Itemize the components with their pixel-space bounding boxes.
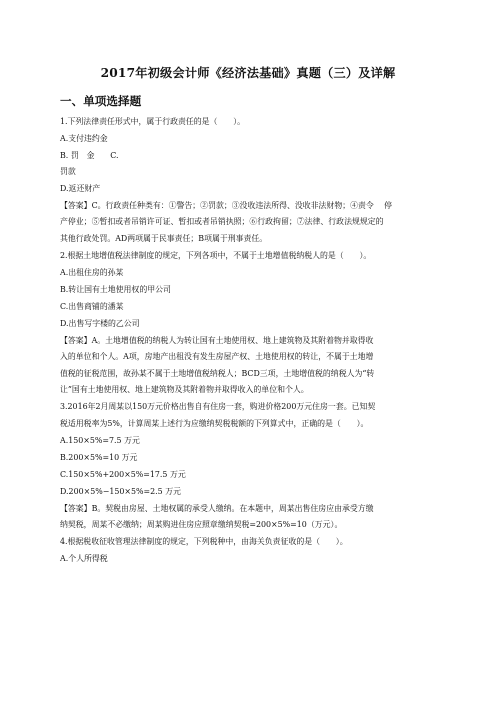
- page-title: 2017年初级会计师《经济法基础》真题（三）及详解: [100, 66, 396, 80]
- text-line: B. 罚 金 C.: [60, 151, 119, 160]
- text-line: 罚款: [60, 167, 76, 176]
- section-heading: 一、单项选择题: [60, 94, 142, 108]
- text-line: 【答案】B。契税由房屋、土地权属的承受人缴纳。在本题中，周某出售住房应由承受方缴: [60, 504, 374, 513]
- text-line: A.150×5%=7.5 万元: [60, 436, 140, 445]
- text-line: 其他行政处罚。AD两项属于民事责任；B项属于刑事责任。: [60, 234, 268, 243]
- text-line: B.200×5%=10 万元: [60, 453, 138, 462]
- text-line: A.个人所得税: [60, 554, 108, 563]
- text-line: 入的单位和个人。A项，房地产出租没有发生房屋产权、土地使用权的转让，不属于土地增: [60, 352, 374, 361]
- text-line: 【答案】C。行政责任种类有：①警告；②罚款；③没收违法所得、没收非法财物；④责令 停: [60, 201, 393, 210]
- text-line: 4.根据税收征收管理法律制度的规定，下列税种中，由海关负责征收的是（ ）。: [60, 537, 348, 546]
- text-line: D.200×5%−150×5%=2.5 万元: [60, 487, 181, 496]
- text-line: A.支付违约金: [60, 134, 108, 143]
- text-line: A.出租住房的孙某: [60, 268, 124, 277]
- text-line: D.返还财产: [60, 184, 101, 193]
- text-line: 让”国有土地使用权、地上建筑物及其附着物并取得收入的单位和个人。: [60, 385, 309, 394]
- text-line: 纳契税，周某不必缴纳；周某购进住房应照章缴纳契税=200×5%=10（万元）。: [60, 520, 343, 529]
- text-line: 值税的征税范围，故孙某不属于土地增值税纳税人；BCD三项，土地增值税的纳税人为“转: [60, 369, 375, 378]
- text-line: 3.2016年2月周某以150万元价格出售自有住房一套，购进价格200万元住房一套。已知契: [60, 402, 376, 411]
- text-line: C.150×5%+200×5%=17.5 万元: [60, 470, 186, 479]
- text-line: D.出售写字楼的乙公司: [60, 319, 140, 328]
- text-line: B.转让国有土地使用权的甲公司: [60, 285, 171, 294]
- text-line: 产停业；⑤暂扣或者吊销许可证、暂扣或者吊销执照；⑥行政拘留；⑦法律、行政法规规定的: [60, 217, 384, 226]
- text-line: C.出售商铺的潘某: [60, 302, 124, 311]
- text-line: 2.根据土地增值税法律制度的规定，下列各项中，不属于土地增值税纳税人的是（ ）。: [60, 251, 372, 260]
- text-line: 【答案】A。土地增值税的纳税人为转让国有土地使用权、地上建筑物及其附着物并取得收: [60, 336, 374, 345]
- text-line: 1.下列法律责任形式中，属于行政责任的是（ ）。: [60, 117, 246, 126]
- text-line: 税适用税率为5%，计算周某上述行为应缴纳契税税额的下列算式中，正确的是（ ）。: [60, 419, 369, 428]
